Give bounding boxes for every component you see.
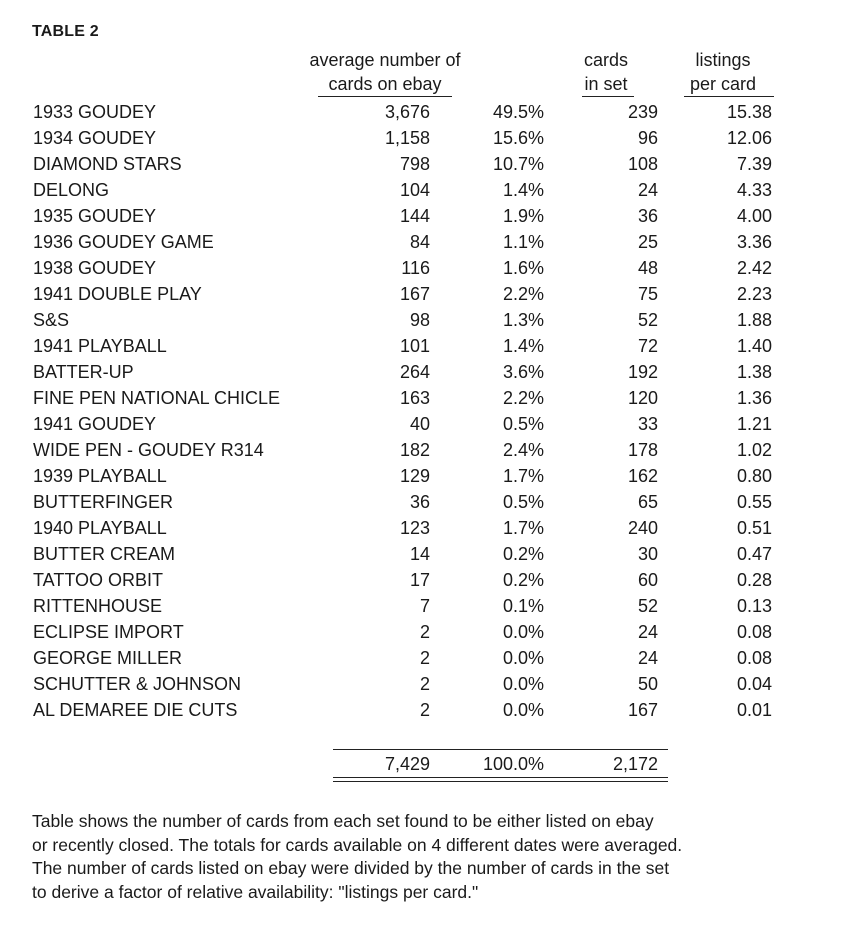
set-name: 1939 PLAYBALL — [33, 466, 167, 486]
total-cards-on-ebay: 7,429 — [384, 754, 430, 774]
cards-on-ebay: 98 — [409, 310, 430, 330]
percent-of-total: 1.3% — [502, 310, 544, 330]
cards-in-set: 25 — [637, 232, 658, 252]
cards-in-set: 162 — [627, 466, 658, 486]
totals-top-rule — [333, 749, 668, 750]
set-name: AL DEMAREE DIE CUTS — [33, 700, 238, 720]
cards-in-set: 24 — [637, 648, 658, 668]
cards-on-ebay: 17 — [409, 570, 430, 590]
cards-in-set: 120 — [627, 388, 658, 408]
percent-of-total: 0.0% — [502, 674, 544, 694]
table-row — [0, 281, 844, 307]
cards-in-set: 65 — [637, 492, 658, 512]
listings-per-card: 1.88 — [736, 310, 772, 330]
listings-per-card: 1.38 — [736, 362, 772, 382]
header-underline-average — [318, 96, 452, 97]
cards-on-ebay: 163 — [399, 388, 430, 408]
note-line: The number of cards listed on ebay were divided by the number of cards in the set — [32, 858, 670, 878]
percent-of-total: 0.2% — [502, 570, 544, 590]
cards-on-ebay: 2 — [419, 648, 430, 668]
set-name: TATTOO ORBIT — [33, 570, 163, 590]
table-row — [0, 229, 844, 255]
table-row — [0, 541, 844, 567]
set-name: 1941 PLAYBALL — [33, 336, 167, 356]
cards-on-ebay: 40 — [409, 414, 430, 434]
table-row — [0, 671, 844, 697]
set-name: BUTTER CREAM — [33, 544, 176, 564]
cards-in-set: 96 — [637, 128, 658, 148]
cards-on-ebay: 264 — [399, 362, 430, 382]
percent-of-total: 0.0% — [502, 622, 544, 642]
percent-of-total: 1.6% — [502, 258, 544, 278]
percent-of-total: 10.7% — [492, 154, 544, 174]
cards-in-set: 178 — [627, 440, 658, 460]
listings-per-card: 0.08 — [736, 648, 772, 668]
table-body — [0, 99, 844, 723]
table-row — [0, 515, 844, 541]
table-row — [0, 619, 844, 645]
header-listings-line1: listings — [695, 50, 751, 70]
header-cards-in-set — [566, 48, 646, 96]
totals-row — [0, 751, 844, 777]
table-row — [0, 567, 844, 593]
header-cards-line1: cards — [583, 50, 628, 70]
table-row — [0, 593, 844, 619]
set-name: 1934 GOUDEY — [33, 128, 157, 148]
listings-per-card: 0.28 — [736, 570, 772, 590]
percent-of-total: 1.1% — [502, 232, 544, 252]
listings-per-card: 0.55 — [736, 492, 772, 512]
cards-in-set: 36 — [637, 206, 658, 226]
cards-on-ebay: 104 — [399, 180, 430, 200]
cards-in-set: 52 — [637, 596, 658, 616]
table-row — [0, 177, 844, 203]
table-row — [0, 359, 844, 385]
percent-of-total: 3.6% — [502, 362, 544, 382]
table-row — [0, 385, 844, 411]
cards-in-set: 30 — [637, 544, 658, 564]
totals-double-rule-upper — [333, 777, 668, 778]
totals-double-rule-lower — [333, 781, 668, 782]
percent-of-total: 1.9% — [502, 206, 544, 226]
header-average-cards-on-ebay — [290, 48, 480, 96]
set-name: ECLIPSE IMPORT — [33, 622, 184, 642]
listings-per-card: 0.80 — [736, 466, 772, 486]
percent-of-total: 49.5% — [492, 102, 544, 122]
header-average-line2: cards on ebay — [328, 74, 442, 94]
total-percent: 100.0% — [482, 754, 544, 774]
total-cards-in-set: 2,172 — [612, 754, 658, 774]
set-name: RITTENHOUSE — [33, 596, 163, 616]
set-name: DELONG — [33, 180, 110, 200]
cards-in-set: 50 — [637, 674, 658, 694]
listings-per-card: 1.02 — [736, 440, 772, 460]
listings-per-card: 0.51 — [736, 518, 772, 538]
cards-on-ebay: 1,158 — [384, 128, 430, 148]
cards-on-ebay: 2 — [419, 674, 430, 694]
cards-on-ebay: 129 — [399, 466, 430, 486]
cards-on-ebay: 14 — [409, 544, 430, 564]
listings-per-card: 3.36 — [736, 232, 772, 252]
cards-in-set: 60 — [637, 570, 658, 590]
set-name: 1941 DOUBLE PLAY — [33, 284, 202, 304]
cards-on-ebay: 798 — [399, 154, 430, 174]
set-name: S&S — [33, 310, 70, 330]
header-cards-line2: in set — [584, 74, 628, 94]
percent-of-total: 0.0% — [502, 700, 544, 720]
header-average-line1: average number of — [309, 50, 461, 70]
cards-on-ebay: 116 — [401, 258, 430, 278]
header-underline-cards — [582, 96, 634, 97]
cards-in-set: 52 — [637, 310, 658, 330]
set-name: 1933 GOUDEY — [33, 102, 157, 122]
table-row — [0, 125, 844, 151]
listings-per-card: 2.42 — [736, 258, 772, 278]
set-name: BUTTERFINGER — [33, 492, 174, 512]
cards-on-ebay: 123 — [399, 518, 430, 538]
set-name: BATTER-UP — [33, 362, 134, 382]
cards-in-set: 108 — [627, 154, 658, 174]
cards-in-set: 192 — [627, 362, 658, 382]
percent-of-total: 1.7% — [502, 518, 544, 538]
header-listings-line2: per card — [689, 74, 757, 94]
table-row — [0, 99, 844, 125]
cards-in-set: 239 — [627, 102, 658, 122]
percent-of-total: 2.2% — [502, 388, 544, 408]
table-title: TABLE 2 — [32, 23, 99, 40]
listings-per-card: 2.23 — [736, 284, 772, 304]
listings-per-card: 7.39 — [736, 154, 772, 174]
set-name: 1938 GOUDEY — [33, 258, 157, 278]
cards-on-ebay: 7 — [419, 596, 430, 616]
cards-on-ebay: 167 — [399, 284, 430, 304]
note-line: Table shows the number of cards from each set found to be either listed on ebay — [32, 811, 654, 831]
cards-on-ebay: 2 — [419, 622, 430, 642]
table-row — [0, 645, 844, 671]
table-row — [0, 255, 844, 281]
percent-of-total: 0.5% — [502, 414, 544, 434]
cards-in-set: 240 — [627, 518, 658, 538]
table-row — [0, 437, 844, 463]
percent-of-total: 1.4% — [502, 180, 544, 200]
cards-on-ebay: 84 — [409, 232, 430, 252]
listings-per-card: 4.33 — [736, 180, 772, 200]
listings-per-card: 0.01 — [736, 700, 772, 720]
table-row — [0, 333, 844, 359]
set-name: GEORGE MILLER — [33, 648, 183, 668]
set-name: WIDE PEN - GOUDEY R314 — [33, 440, 264, 460]
listings-per-card: 12.06 — [726, 128, 772, 148]
set-name: 1940 PLAYBALL — [33, 518, 167, 538]
table-row — [0, 151, 844, 177]
percent-of-total: 2.2% — [502, 284, 544, 304]
percent-of-total: 1.4% — [502, 336, 544, 356]
listings-per-card: 4.00 — [736, 206, 772, 226]
percent-of-total: 15.6% — [492, 128, 544, 148]
set-name: SCHUTTER & JOHNSON — [33, 674, 242, 694]
table-row — [0, 411, 844, 437]
cards-in-set: 24 — [637, 622, 658, 642]
listings-per-card: 15.38 — [726, 102, 772, 122]
table-row — [0, 203, 844, 229]
table-note — [32, 810, 822, 904]
set-name: DIAMOND STARS — [33, 154, 182, 174]
listings-per-card: 0.47 — [736, 544, 772, 564]
note-line: or recently closed. The totals for cards available on 4 different dates were averaged. — [32, 834, 683, 855]
set-name: 1936 GOUDEY GAME — [33, 232, 214, 252]
percent-of-total: 0.1% — [502, 596, 544, 616]
cards-in-set: 33 — [637, 414, 658, 434]
listings-per-card: 0.13 — [736, 596, 772, 616]
cards-on-ebay: 182 — [399, 440, 430, 460]
cards-on-ebay: 36 — [409, 492, 430, 512]
cards-in-set: 24 — [637, 180, 658, 200]
table-row — [0, 307, 844, 333]
cards-in-set: 72 — [637, 336, 658, 356]
table-row — [0, 489, 844, 515]
cards-in-set: 75 — [637, 284, 658, 304]
listings-per-card: 1.40 — [736, 336, 772, 356]
table-row — [0, 463, 844, 489]
percent-of-total: 0.5% — [502, 492, 544, 512]
set-name: FINE PEN NATIONAL CHICLE — [33, 388, 281, 408]
percent-of-total: 0.0% — [502, 648, 544, 668]
cards-on-ebay: 101 — [399, 336, 430, 356]
set-name: 1941 GOUDEY — [33, 414, 157, 434]
listings-per-card: 1.21 — [736, 414, 772, 434]
listings-per-card: 0.08 — [736, 622, 772, 642]
cards-on-ebay: 144 — [399, 206, 430, 226]
cards-on-ebay: 3,676 — [384, 102, 430, 122]
percent-of-total: 0.2% — [502, 544, 544, 564]
percent-of-total: 1.7% — [502, 466, 544, 486]
percent-of-total: 2.4% — [502, 440, 544, 460]
cards-in-set: 167 — [627, 700, 658, 720]
header-underline-listings — [684, 96, 774, 97]
note-line: to derive a factor of relative availability: "listings per card." — [32, 881, 479, 902]
listings-per-card: 0.04 — [736, 674, 772, 694]
header-listings-per-card — [676, 48, 770, 96]
cards-on-ebay: 2 — [419, 700, 430, 720]
cards-in-set: 48 — [637, 258, 658, 278]
set-name: 1935 GOUDEY — [33, 206, 157, 226]
listings-per-card: 1.36 — [736, 388, 772, 408]
table-row — [0, 697, 844, 723]
